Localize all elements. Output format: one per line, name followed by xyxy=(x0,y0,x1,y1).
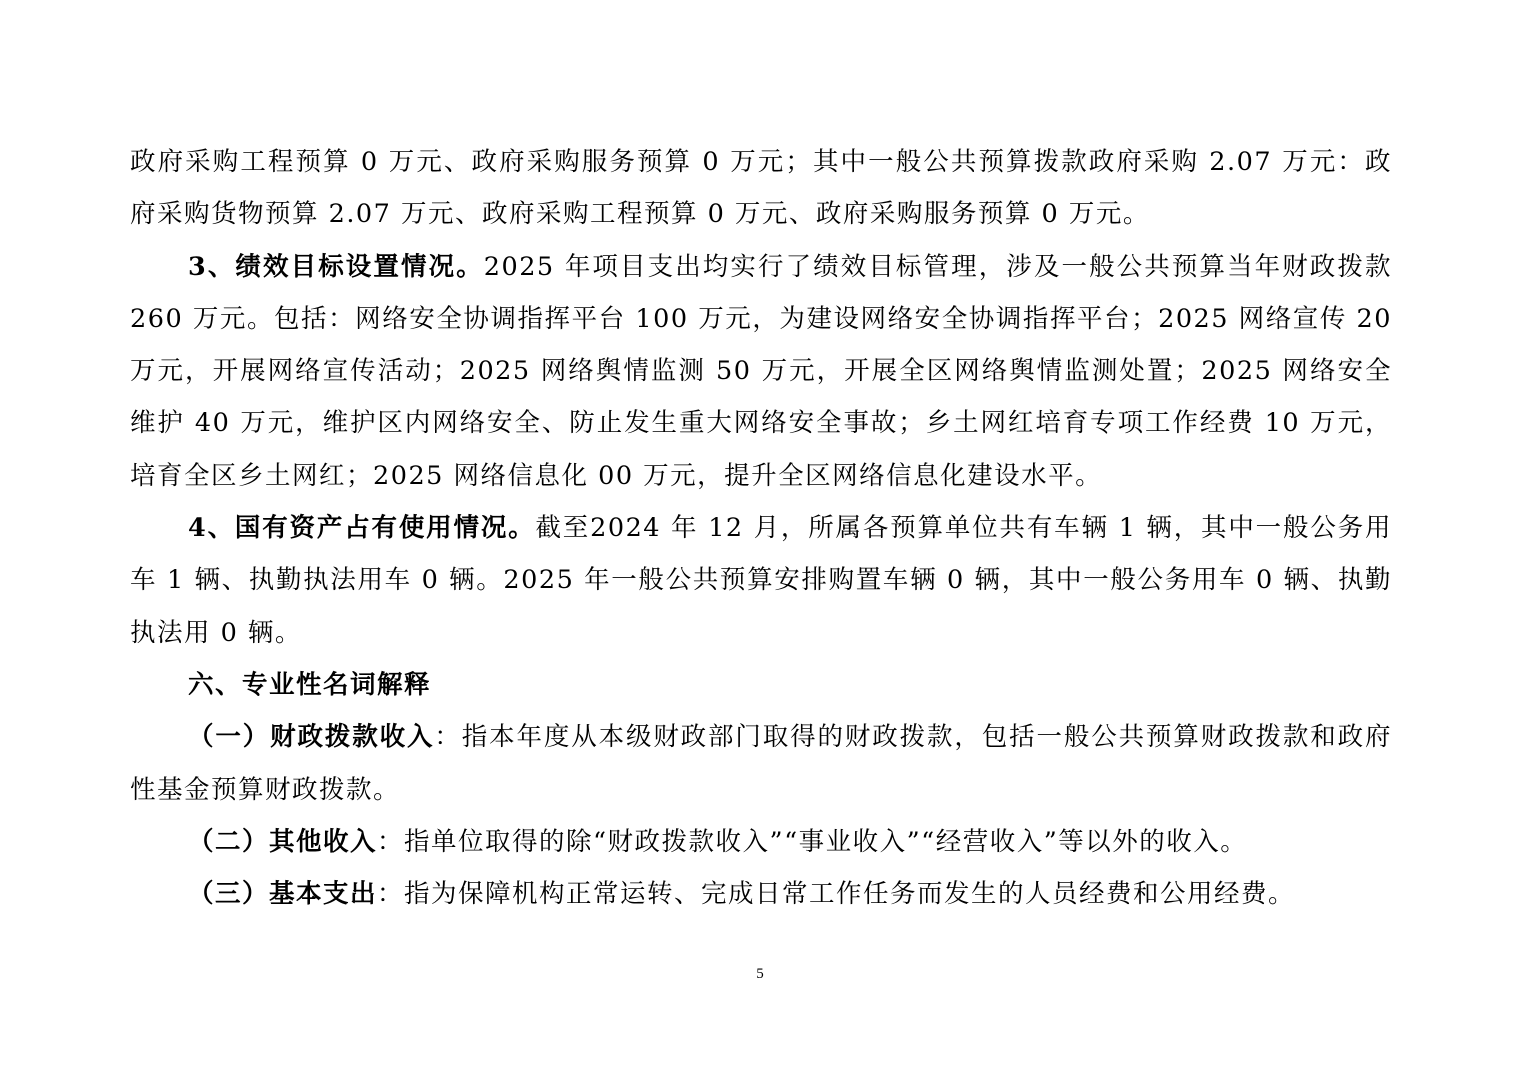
term-fiscal-appropriation-text: ：指本年度从本级财政部门取得的财政拨款，包括一般公共预算财政拨款和政府性基金预算财政拨款。 xyxy=(130,722,1392,805)
term-basic-expenditure xyxy=(130,868,1392,920)
paragraph-procurement xyxy=(130,136,1392,241)
term-fiscal-appropriation-label: （一）财政拨款收入 xyxy=(188,722,435,753)
term-other-income-text: ：指单位取得的除“财政拨款收入”“事业收入”“经营收入”等以外的收入。 xyxy=(377,826,1248,857)
term-basic-expenditure-label: （三）基本支出 xyxy=(188,879,378,910)
paragraph-performance-goals xyxy=(130,241,1392,502)
term-fiscal-appropriation xyxy=(130,711,1392,816)
section-heading: 六、专业性名词解释 xyxy=(188,669,432,700)
state-assets-text: 截至2024 年 12 月，所属各预算单位共有车辆 1 辆，其中一般公务用车 1 辆、执勤执法用车 0 辆。2025 年一般公共预算安排购置车辆 0 辆，其中一般公务用车 0 辆、执勤执法用 0 辆。 xyxy=(130,513,1392,648)
performance-goals-text: 2025 年项目支出均实行了绩效目标管理，涉及一般公共预算当年财政拨款 260 万元。包括：网络安全协调指挥平台 100 万元，为建设网络安全协调指挥平台；2025 网络宣传 20 万元，开展网络宣传活动；2025 网络舆情监测 50 万元，开展全区网络舆情监测处置；2025 网络安全维护 40 万元，维护区内网络安全、防止发生重大网络安全事故；乡土网红培育专项工作经费 10 万元，培育全区乡土网红；2025 网络信息化 00 万元，提升全区网络信息化建设水平。 xyxy=(130,251,1392,491)
term-other-income xyxy=(130,816,1392,868)
paragraph-state-assets xyxy=(130,502,1392,659)
page-number: 5 xyxy=(756,966,764,982)
state-assets-lead: 4、国有资产占有使用情况。 xyxy=(188,513,536,544)
term-other-income-label: （二）其他收入 xyxy=(188,826,378,857)
performance-goals-lead: 3、绩效目标设置情况。 xyxy=(188,251,484,282)
term-basic-expenditure-text: ：指为保障机构正常运转、完成日常工作任务而发生的人员经费和公用经费。 xyxy=(377,879,1296,910)
procurement-text: 政府采购工程预算 0 万元、政府采购服务预算 0 万元；其中一般公共预算拨款政府采购 2.07 万元：政府采购货物预算 2.07 万元、政府采购工程预算 0 万元、政府采购服务预算 0 万元。 xyxy=(130,147,1392,230)
document-body xyxy=(130,136,1392,920)
